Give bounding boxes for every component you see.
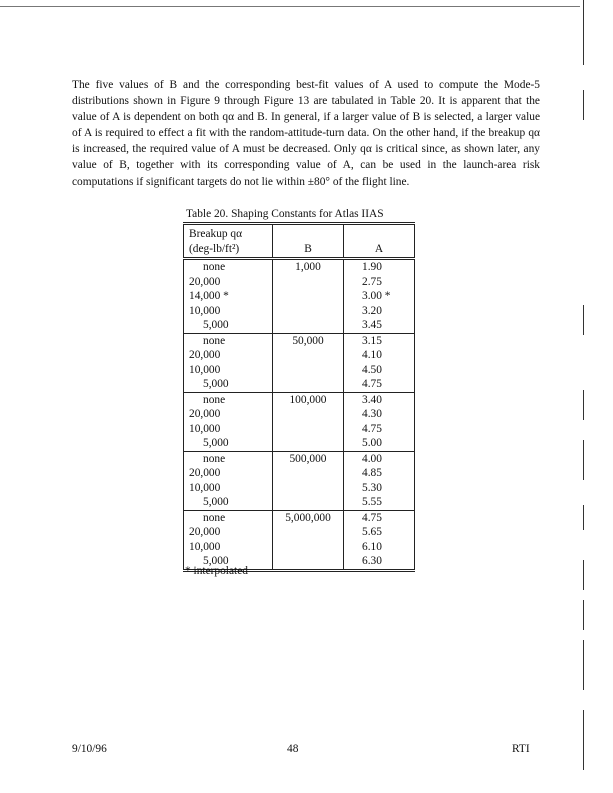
table-row (184, 275, 415, 290)
cell-breakup-q (184, 259, 273, 275)
breakup-q-value: 14,000 * (189, 290, 229, 302)
a-value: 5.55 (362, 496, 382, 508)
cell-b (273, 466, 344, 481)
margin-bar (583, 305, 584, 335)
margin-bar (583, 560, 584, 590)
margin-bar (583, 0, 584, 65)
cell-b (273, 407, 344, 422)
top-rule (0, 6, 580, 7)
cell-b (273, 510, 344, 525)
cell-breakup-q (184, 333, 273, 348)
cell-a (344, 510, 415, 525)
cell-a (344, 422, 415, 437)
margin-bar (583, 440, 584, 480)
body-paragraph: The five values of B and the corresponding best-fit values of A used to compute the Mode-5 distributions shown in Figure 9 through Figure 13 are tabulated in Table 20. It is apparent that the value of A is dependent on both qα and B. In general, if a larger value of B is selected, a larger value of A is required to effect a fit with the random-attitude-turn data. On the other hand, if the breakup qα is increased, the required value of A must be decreased. Only qα is critical since, as shown later, any value of B, together with its corresponding value of A, can be used in the launch-area risk computations if significant targets do not lie within ±80° of the flight line. (72, 79, 540, 188)
cell-b (273, 525, 344, 540)
cell-breakup-q (184, 407, 273, 422)
a-value: 4.00 (362, 452, 382, 465)
table-row (184, 510, 415, 525)
a-value: 5.30 (362, 481, 382, 494)
a-value: 5.65 (362, 526, 382, 538)
cell-breakup-q (184, 436, 273, 451)
a-value: 4.75 (362, 378, 382, 390)
a-value: 2.75 (362, 275, 382, 288)
cell-breakup-q (184, 466, 273, 481)
cell-breakup-q (184, 348, 273, 363)
cell-a (344, 348, 415, 363)
cell-breakup-q (184, 392, 273, 407)
cell-b (273, 495, 344, 510)
margin-bar (583, 505, 584, 530)
breakup-q-value: 10,000 (189, 304, 221, 317)
header-breakup-q (184, 224, 273, 259)
breakup-q-value: 20,000 (189, 275, 221, 288)
a-value: 4.85 (362, 467, 382, 479)
breakup-q-value: none (203, 452, 226, 465)
cell-a (344, 554, 415, 570)
margin-bar (583, 600, 584, 630)
breakup-q-value: 10,000 (189, 540, 221, 553)
table-row (184, 422, 415, 437)
a-value: 5.00 (362, 437, 382, 449)
cell-b (273, 554, 344, 570)
cell-breakup-q (184, 422, 273, 437)
margin-bar (583, 640, 584, 690)
cell-breakup-q (184, 481, 273, 496)
footer-org: RTI (512, 743, 530, 755)
b-value: 50,000 (292, 334, 324, 347)
cell-breakup-q (184, 363, 273, 378)
cell-breakup-q (184, 540, 273, 555)
breakup-q-value: 20,000 (189, 349, 221, 361)
breakup-q-value: none (203, 511, 226, 524)
table-row (184, 333, 415, 348)
table-row (184, 495, 415, 510)
page-number: 48 (287, 743, 299, 755)
cell-breakup-q (184, 377, 273, 392)
cell-a (344, 481, 415, 496)
breakup-q-value: 5,000 (203, 378, 229, 390)
cell-a (344, 466, 415, 481)
cell-b (273, 333, 344, 348)
cell-breakup-q (184, 304, 273, 319)
breakup-q-value: 5,000 (203, 555, 229, 567)
breakup-q-value: 20,000 (189, 526, 221, 538)
a-value: 4.50 (362, 363, 382, 376)
header-a: A (344, 224, 415, 259)
cell-a (344, 363, 415, 378)
a-value: 3.45 (362, 319, 382, 331)
a-value: 3.20 (362, 304, 382, 317)
cell-a (344, 540, 415, 555)
breakup-q-value: 20,000 (189, 467, 221, 479)
table-row (184, 259, 415, 275)
a-value: 6.10 (362, 540, 382, 553)
table-row (184, 407, 415, 422)
table-row (184, 289, 415, 304)
cell-a (344, 451, 415, 466)
margin-bar (583, 90, 584, 120)
cell-a (344, 318, 415, 333)
cell-b (273, 289, 344, 304)
cell-b (273, 451, 344, 466)
table-row (184, 363, 415, 378)
cell-b (273, 392, 344, 407)
cell-a (344, 377, 415, 392)
cell-breakup-q (184, 289, 273, 304)
header-q-line1: Breakup qα (189, 228, 243, 240)
cell-b (273, 481, 344, 496)
cell-a (344, 289, 415, 304)
cell-a (344, 259, 415, 275)
b-value: 100,000 (289, 393, 327, 406)
a-value: 4.30 (362, 408, 382, 420)
a-value: 4.75 (362, 422, 382, 435)
header-b: B (273, 224, 344, 259)
table-row (184, 318, 415, 333)
table-row (184, 348, 415, 363)
cell-b (273, 377, 344, 392)
breakup-q-value: 5,000 (203, 319, 229, 331)
cell-breakup-q (184, 275, 273, 290)
cell-a (344, 392, 415, 407)
cell-b (273, 348, 344, 363)
cell-breakup-q (184, 525, 273, 540)
breakup-q-value: 10,000 (189, 363, 221, 376)
a-value: 3.00 * (362, 290, 391, 302)
table-row (184, 466, 415, 481)
table-row (184, 525, 415, 540)
footer-date: 9/10/96 (72, 743, 107, 755)
table-row (184, 304, 415, 319)
cell-b (273, 259, 344, 275)
a-value: 1.90 (362, 261, 382, 273)
table-row (184, 392, 415, 407)
table-row (184, 451, 415, 466)
breakup-q-value: 10,000 (189, 422, 221, 435)
cell-a (344, 304, 415, 319)
cell-b (273, 318, 344, 333)
header-q-line2: (deg-lb/ft²) (189, 242, 240, 255)
table-row (184, 377, 415, 392)
breakup-q-value: 5,000 (203, 437, 229, 449)
table-header-row (184, 224, 415, 259)
a-value: 3.40 (362, 393, 382, 406)
breakup-q-value: none (203, 334, 226, 347)
cell-breakup-q (184, 495, 273, 510)
cell-b (273, 275, 344, 290)
table-row (184, 436, 415, 451)
b-value: 5,000,000 (285, 511, 331, 524)
a-value: 4.75 (362, 511, 382, 524)
a-value: 4.10 (362, 349, 382, 361)
cell-a (344, 407, 415, 422)
a-value: 6.30 (362, 555, 382, 567)
margin-bar (583, 710, 584, 770)
margin-bar (583, 390, 584, 420)
cell-a (344, 495, 415, 510)
cell-b (273, 304, 344, 319)
b-value: 500,000 (289, 452, 327, 465)
cell-a (344, 436, 415, 451)
cell-b (273, 363, 344, 378)
breakup-q-value: none (203, 393, 226, 406)
table-footnote: * interpolated (185, 565, 248, 577)
cell-a (344, 275, 415, 290)
breakup-q-value: 10,000 (189, 481, 221, 494)
cell-breakup-q (184, 510, 273, 525)
shaping-constants-table (183, 222, 415, 572)
cell-a (344, 525, 415, 540)
cell-b (273, 436, 344, 451)
a-value: 3.15 (362, 334, 382, 347)
cell-b (273, 422, 344, 437)
breakup-q-value: none (203, 261, 226, 273)
cell-a (344, 333, 415, 348)
cell-breakup-q (184, 451, 273, 466)
breakup-q-value: 20,000 (189, 408, 221, 420)
cell-breakup-q (184, 318, 273, 333)
breakup-q-value: 5,000 (203, 496, 229, 508)
b-value: 1,000 (295, 261, 321, 273)
table-caption: Table 20. Shaping Constants for Atlas IIAS (186, 208, 384, 220)
table-row (184, 481, 415, 496)
table-row (184, 540, 415, 555)
cell-b (273, 540, 344, 555)
